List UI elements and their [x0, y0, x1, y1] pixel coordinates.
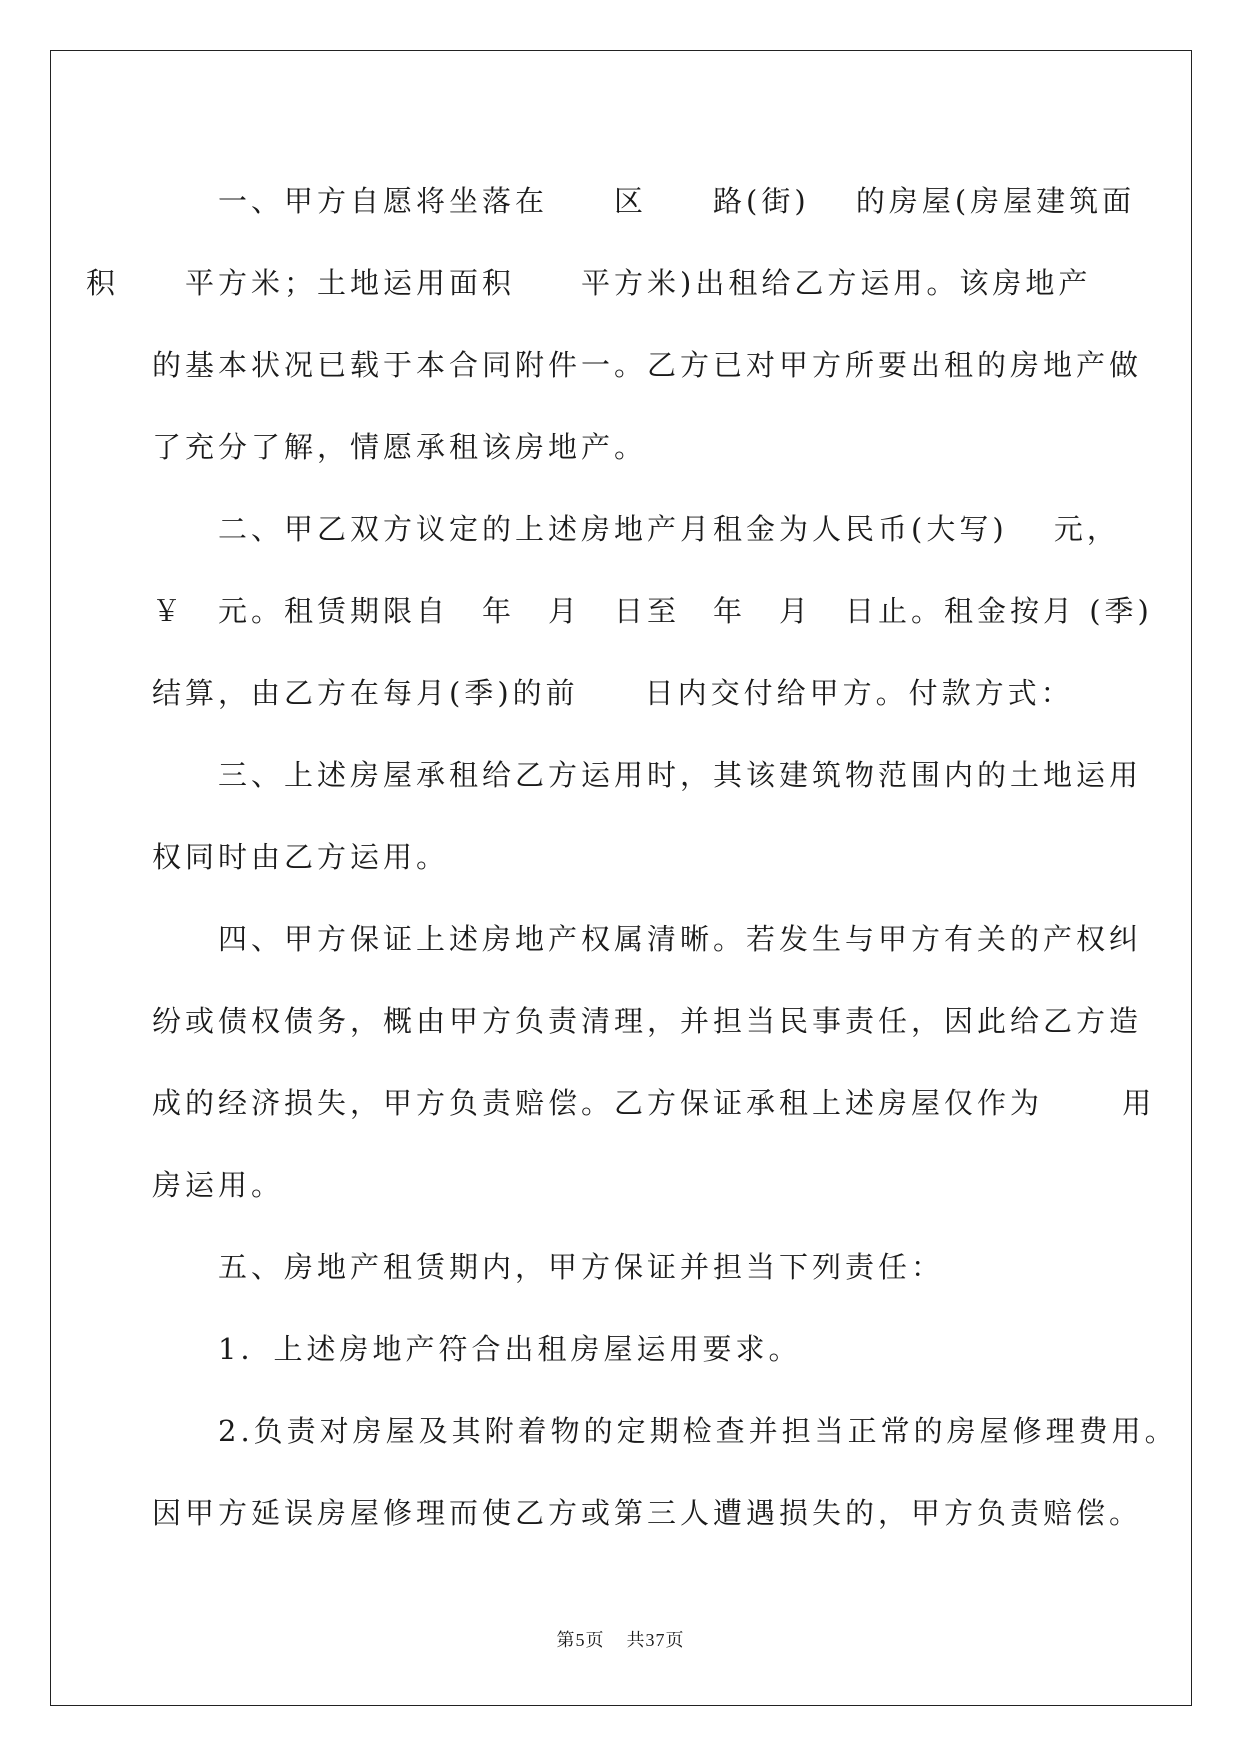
- text-line: ￥ 元。租赁期限自 年 月 日至 年 月 日止。租金按月 (季): [152, 594, 1153, 628]
- text-line: 纷或债权债务，概由甲方负责清理，并担当民事责任，因此给乙方造: [152, 1004, 1143, 1038]
- text-line: 三、上述房屋承租给乙方运用时，其该建筑物范围内的土地运用: [218, 758, 1143, 792]
- paragraph-clause-5-1: [152, 1308, 1087, 1390]
- page-footer: [0, 1626, 1241, 1652]
- text-line: 2.负责对房屋及其附着物的定期检查并担当正常的房屋修理费用。: [218, 1414, 1178, 1448]
- page-prefix: 第: [556, 1630, 576, 1651]
- text-line: 四、甲方保证上述房地产权属清晰。若发生与甲方有关的产权纠: [218, 922, 1143, 956]
- total-suffix: 页: [665, 1630, 685, 1651]
- paragraph-clause-4: [152, 898, 1156, 1226]
- text-line: 1．上述房地产符合出租房屋运用要求。: [218, 1332, 802, 1366]
- text-line: 结算，由乙方在每月(季)的前 日内交付给甲方。付款方式：: [152, 676, 1074, 710]
- document-body: [86, 160, 1178, 1554]
- paragraph-clause-1: [86, 160, 1143, 488]
- paragraph-clause-5: [152, 1226, 1087, 1308]
- text-line: 积 平方米；土地运用面积 平方米)出租给乙方运用。该房地产: [86, 266, 1092, 300]
- paragraph-clause-2: [152, 488, 1153, 734]
- text-line: 五、房地产租赁期内，甲方保证并担当下列责任：: [218, 1250, 945, 1284]
- text-line: 权同时由乙方运用。: [152, 840, 450, 874]
- page-suffix: 页: [585, 1630, 605, 1651]
- text-line: 二、甲乙双方议定的上述房地产月租金为人民币(大写) 元，: [218, 512, 1120, 546]
- total-pages: 37: [645, 1630, 666, 1650]
- page-number: 5: [575, 1630, 586, 1650]
- paragraph-clause-3: [152, 734, 1143, 898]
- text-line: 房运用。: [152, 1168, 285, 1202]
- text-line: 成的经济损失，甲方负责赔偿。乙方保证承租上述房屋仅作为 用: [152, 1086, 1156, 1120]
- total-prefix: 共: [626, 1630, 646, 1651]
- text-line: 因甲方延误房屋修理而使乙方或第三人遭遇损失的，甲方负责赔偿。: [152, 1496, 1143, 1530]
- text-line: 一、甲方自愿将坐落在 区 路(街) 的房屋(房屋建筑面: [218, 184, 1136, 218]
- text-line: 了充分了解，情愿承租该房地产。: [152, 430, 648, 464]
- paragraph-clause-5-2: [152, 1390, 1178, 1554]
- text-line: 的基本状况已载于本合同附件一。乙方已对甲方所要出租的房地产做: [152, 348, 1143, 382]
